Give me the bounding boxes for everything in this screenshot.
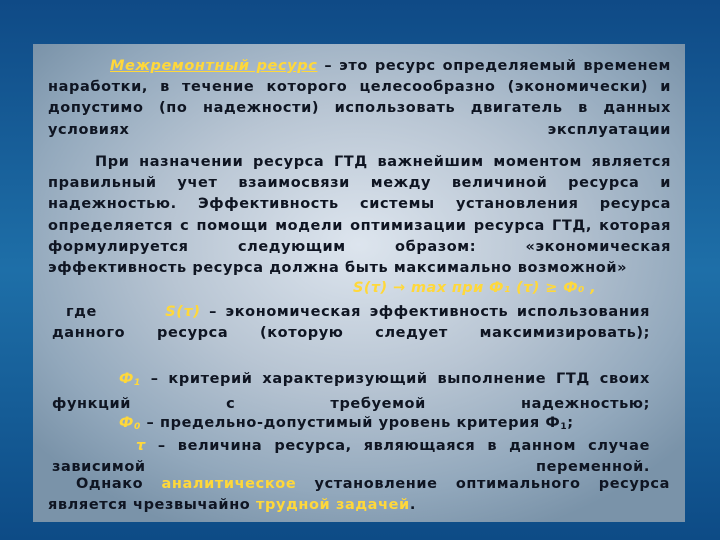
definition-s-text: – экономическая эффективность использования данного ресурса (которую следует максимизировать);	[52, 304, 651, 342]
definition-tau-text: – величина ресурса, являющаяся в данном случае зависимой переменной.	[52, 438, 650, 476]
term-interrepair-resource: Межремонтный ресурс	[110, 58, 318, 74]
paragraph-3: Однако аналитическое установление оптимального ресурса является чрезвычайно трудной задачей.	[48, 476, 670, 514]
paragraph-2	[48, 152, 671, 279]
formula	[353, 278, 653, 299]
definition-s	[52, 302, 650, 344]
definition-f1-text: – критерий характеризующий выполнение ГТД своих функций с требуемой надежностью;	[52, 371, 650, 413]
definition-f0: $Ф_0$ – предельно-допустимый уровень критерия $Ф_1$;	[119, 415, 574, 432]
highlight-analytical: аналитическое	[161, 476, 297, 492]
optimization-formula: S(τ) → max при Ф₁ (τ) ≥ Ф₀ ,	[353, 280, 597, 296]
symbol-tau: τ	[136, 438, 146, 454]
paragraph-1-text: – это ресурс определяемый временем наработки, в течение которого целесообразно (экономически) и допустимо (по надежности) использовать двигатель в данных условиях эксплуатации	[48, 58, 671, 138]
symbol-s-tau: S(τ)	[165, 304, 201, 320]
symbol-f1: $Ф_1$	[119, 371, 141, 388]
definition-tau	[52, 436, 650, 478]
where-word: где	[66, 304, 97, 320]
definition-f0-text: – предельно-допустимый уровень критерия Ф	[140, 415, 561, 431]
highlight-difficult-task: трудной задачей	[256, 497, 410, 514]
definition-f1	[52, 369, 650, 415]
symbol-f0: $Ф_0$	[119, 415, 141, 432]
paragraph-1	[48, 56, 671, 141]
paragraph-2-text: При назначении ресурса ГТД важнейшим моментом является правильный учет взаимосвязи между величиной ресурса и надежностью. Эффективность системы установления ресурса определяется с помощи модели оптимизации ресурса ГТД, которая формулируется следующим образом: «экономическая эффективность ресурса должна быть максимально возможной»	[48, 154, 671, 277]
